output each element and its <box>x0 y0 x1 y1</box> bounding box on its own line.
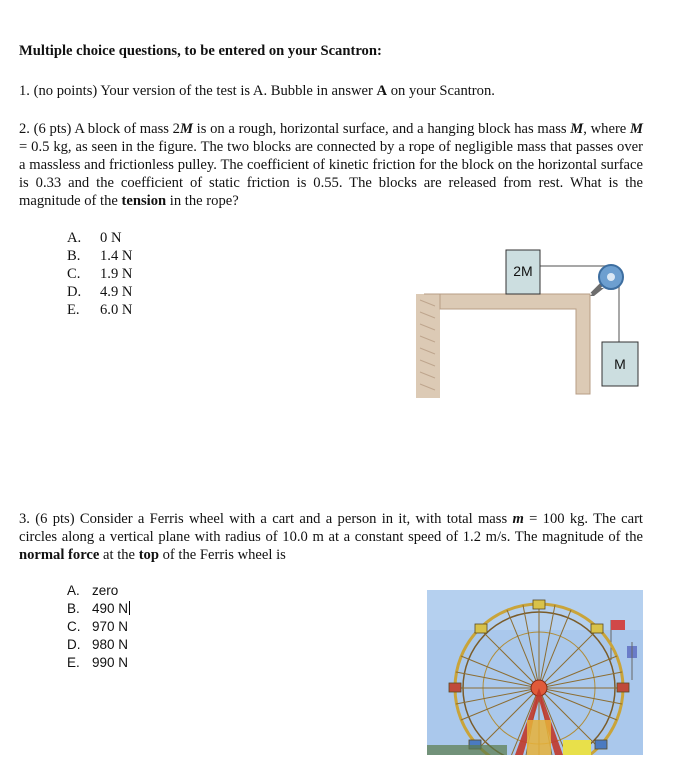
block-m-label: M <box>614 356 626 372</box>
question-2: 2. (6 pts) A block of mass 2M is on a rough, horizontal surface, and a hanging block has mass M, where M = 0.5 kg, as seen in the figure. The two blocks are connected by a rope of negligible mass that passes over a massless and frictionless pulley. The coefficient of kinetic friction for the block on the horizontal surface is 0.33 and the coefficient of static friction is 0.55. The blocks are released from rest. What is the magnitude of the tension in the rope? <box>19 121 643 209</box>
choice-a: A. zero <box>67 583 119 598</box>
question-3-choices <box>67 582 130 672</box>
block-2m-label: 2M <box>513 263 533 279</box>
choice-e: E. 6.0 N <box>67 302 133 318</box>
choice-a: A. 0 N <box>67 230 122 246</box>
choice-b: B. 1.4 N <box>67 248 133 264</box>
choice-b: B. 490 N <box>67 601 129 616</box>
text-cursor <box>129 601 130 615</box>
choice-d: D. 980 N <box>67 637 129 652</box>
ferris-wheel-photo <box>427 590 643 755</box>
question-1: 1. (no points) Your version of the test is A. Bubble in answer A on your Scantron. <box>19 83 495 99</box>
question-3: 3. (6 pts) Consider a Ferris wheel with a cart and a person in it, with total mass m = 100 kg. The cart circles along a vertical plane with radius of 10.0 m at a constant speed of 1.2 m/s. The magnitude of the normal force at the top of the Ferris wheel is <box>19 511 643 563</box>
table-leg <box>416 294 440 398</box>
choice-c: C. 970 N <box>67 619 129 634</box>
question-2-choices <box>67 229 132 319</box>
section-heading: Multiple choice questions, to be entered on your Scantron: <box>19 43 382 59</box>
table-surface <box>424 294 590 394</box>
choice-e: E. 990 N <box>67 655 129 670</box>
choice-d: D. 4.9 N <box>67 284 133 300</box>
choice-c: C. 1.9 N <box>67 266 133 282</box>
pulley-blocks-figure <box>414 248 644 398</box>
